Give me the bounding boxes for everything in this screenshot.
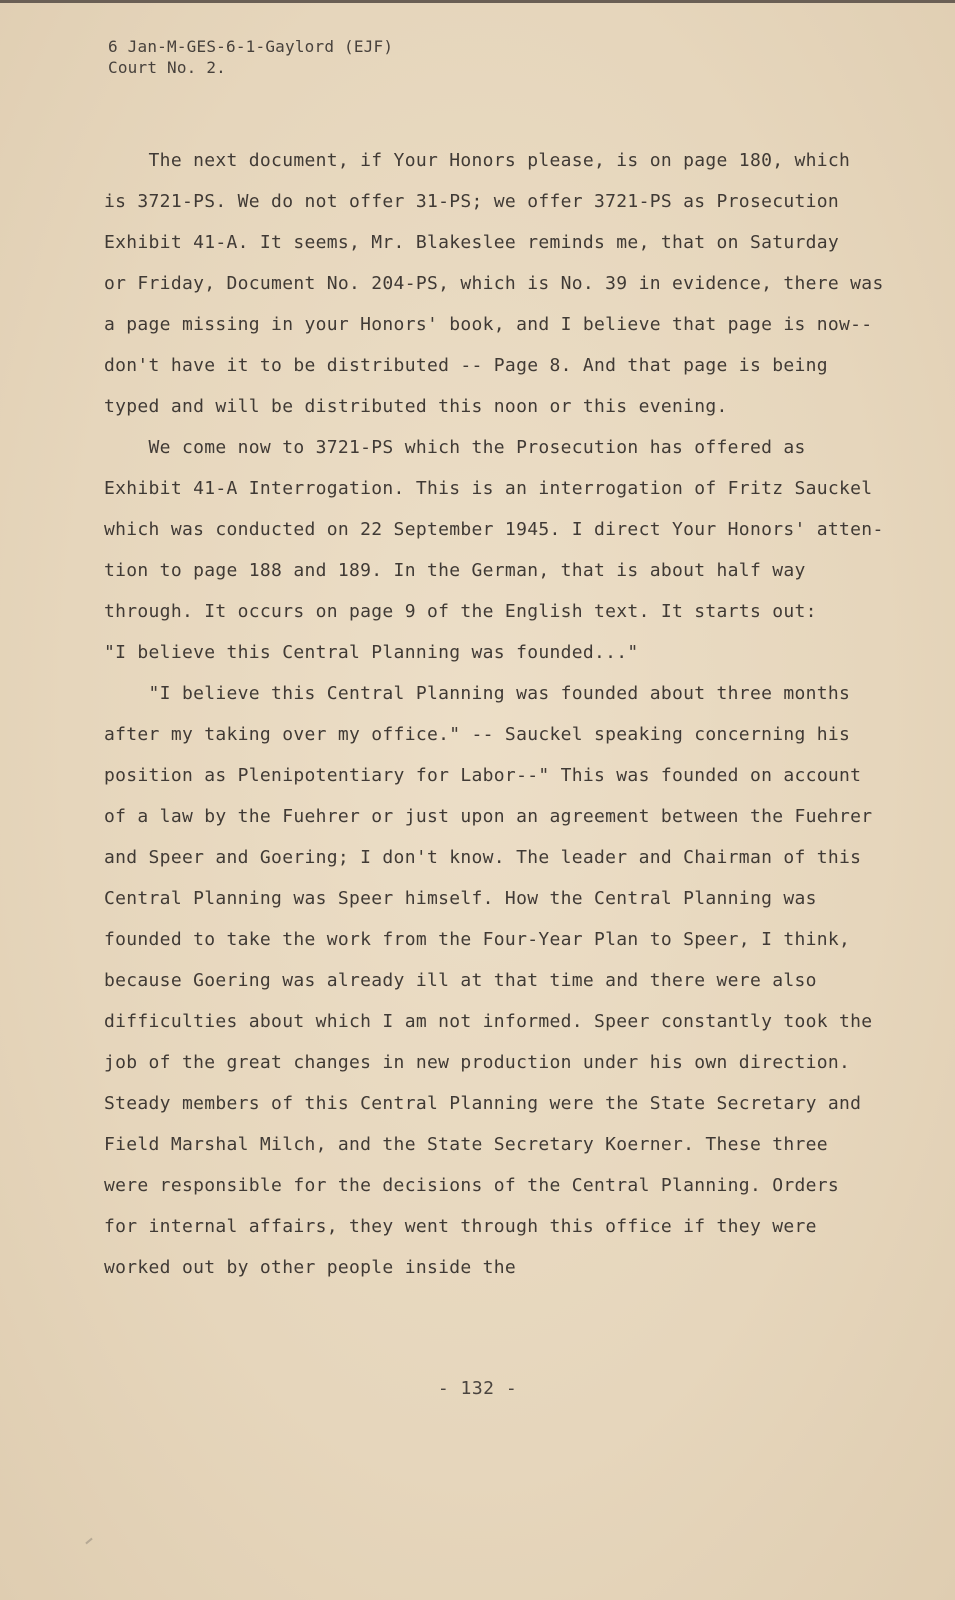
- body-line: "I believe this Central Planning was founded...": [104, 642, 639, 663]
- body-line: of a law by the Fuehrer or just upon an agreement between the Fuehrer: [104, 806, 873, 827]
- body-line: and Speer and Goering; I don't know. The leader and Chairman of this: [104, 847, 862, 868]
- transcript-body: [104, 140, 884, 1288]
- body-line: or Friday, Document No. 204-PS, which is No. 39 in evidence, there was: [104, 273, 884, 294]
- top-edge-rule: [0, 0, 955, 3]
- body-line: Exhibit 41-A Interrogation. This is an interrogation of Fritz Sauckel: [104, 478, 873, 499]
- body-line: founded to take the work from the Four-Year Plan to Speer, I think,: [104, 929, 851, 950]
- body-line: were responsible for the decisions of the Central Planning. Orders: [104, 1175, 840, 1196]
- body-line: because Goering was already ill at that time and there were also: [104, 970, 817, 991]
- header-reference-line: 6 Jan-M-GES-6-1-Gaylord (EJF): [108, 37, 394, 56]
- body-line: difficulties about which I am not informed. Speer constantly took the: [104, 1011, 873, 1032]
- body-line: through. It occurs on page 9 of the English text. It starts out:: [104, 601, 817, 622]
- body-line: tion to page 188 and 189. In the German, that is about half way: [104, 560, 806, 581]
- body-line: position as Plenipotentiary for Labor--" This was founded on account: [104, 765, 862, 786]
- body-line: Exhibit 41-A. It seems, Mr. Blakeslee reminds me, that on Saturday: [104, 232, 840, 253]
- body-line: is 3721-PS. We do not offer 31-PS; we offer 3721-PS as Prosecution: [104, 191, 840, 212]
- body-line: "I believe this Central Planning was founded about three months: [104, 683, 851, 704]
- body-line: Steady members of this Central Planning were the State Secretary and: [104, 1093, 862, 1114]
- body-line: after my taking over my office." -- Sauckel speaking concerning his: [104, 724, 851, 745]
- header-court-line: Court No. 2.: [108, 58, 226, 77]
- body-line: a page missing in your Honors' book, and I believe that page is now--: [104, 314, 873, 335]
- body-line: typed and will be distributed this noon or this evening.: [104, 396, 728, 417]
- body-line: worked out by other people inside the: [104, 1257, 517, 1278]
- body-line: Central Planning was Speer himself. How the Central Planning was: [104, 888, 817, 909]
- paper-mark: [85, 1538, 92, 1545]
- body-line: The next document, if Your Honors please, is on page 180, which: [104, 150, 851, 171]
- page-number: - 132 -: [437, 1378, 518, 1399]
- body-line: for internal affairs, they went through this office if they were: [104, 1216, 817, 1237]
- body-line: job of the great changes in new production under his own direction.: [104, 1052, 851, 1073]
- body-line: don't have it to be distributed -- Page 8. And that page is being: [104, 355, 828, 376]
- body-line: Field Marshal Milch, and the State Secretary Koerner. These three: [104, 1134, 828, 1155]
- document-header: [108, 36, 393, 78]
- body-line: We come now to 3721-PS which the Prosecution has offered as: [104, 437, 806, 458]
- body-line: which was conducted on 22 September 1945. I direct Your Honors' atten-: [104, 519, 884, 540]
